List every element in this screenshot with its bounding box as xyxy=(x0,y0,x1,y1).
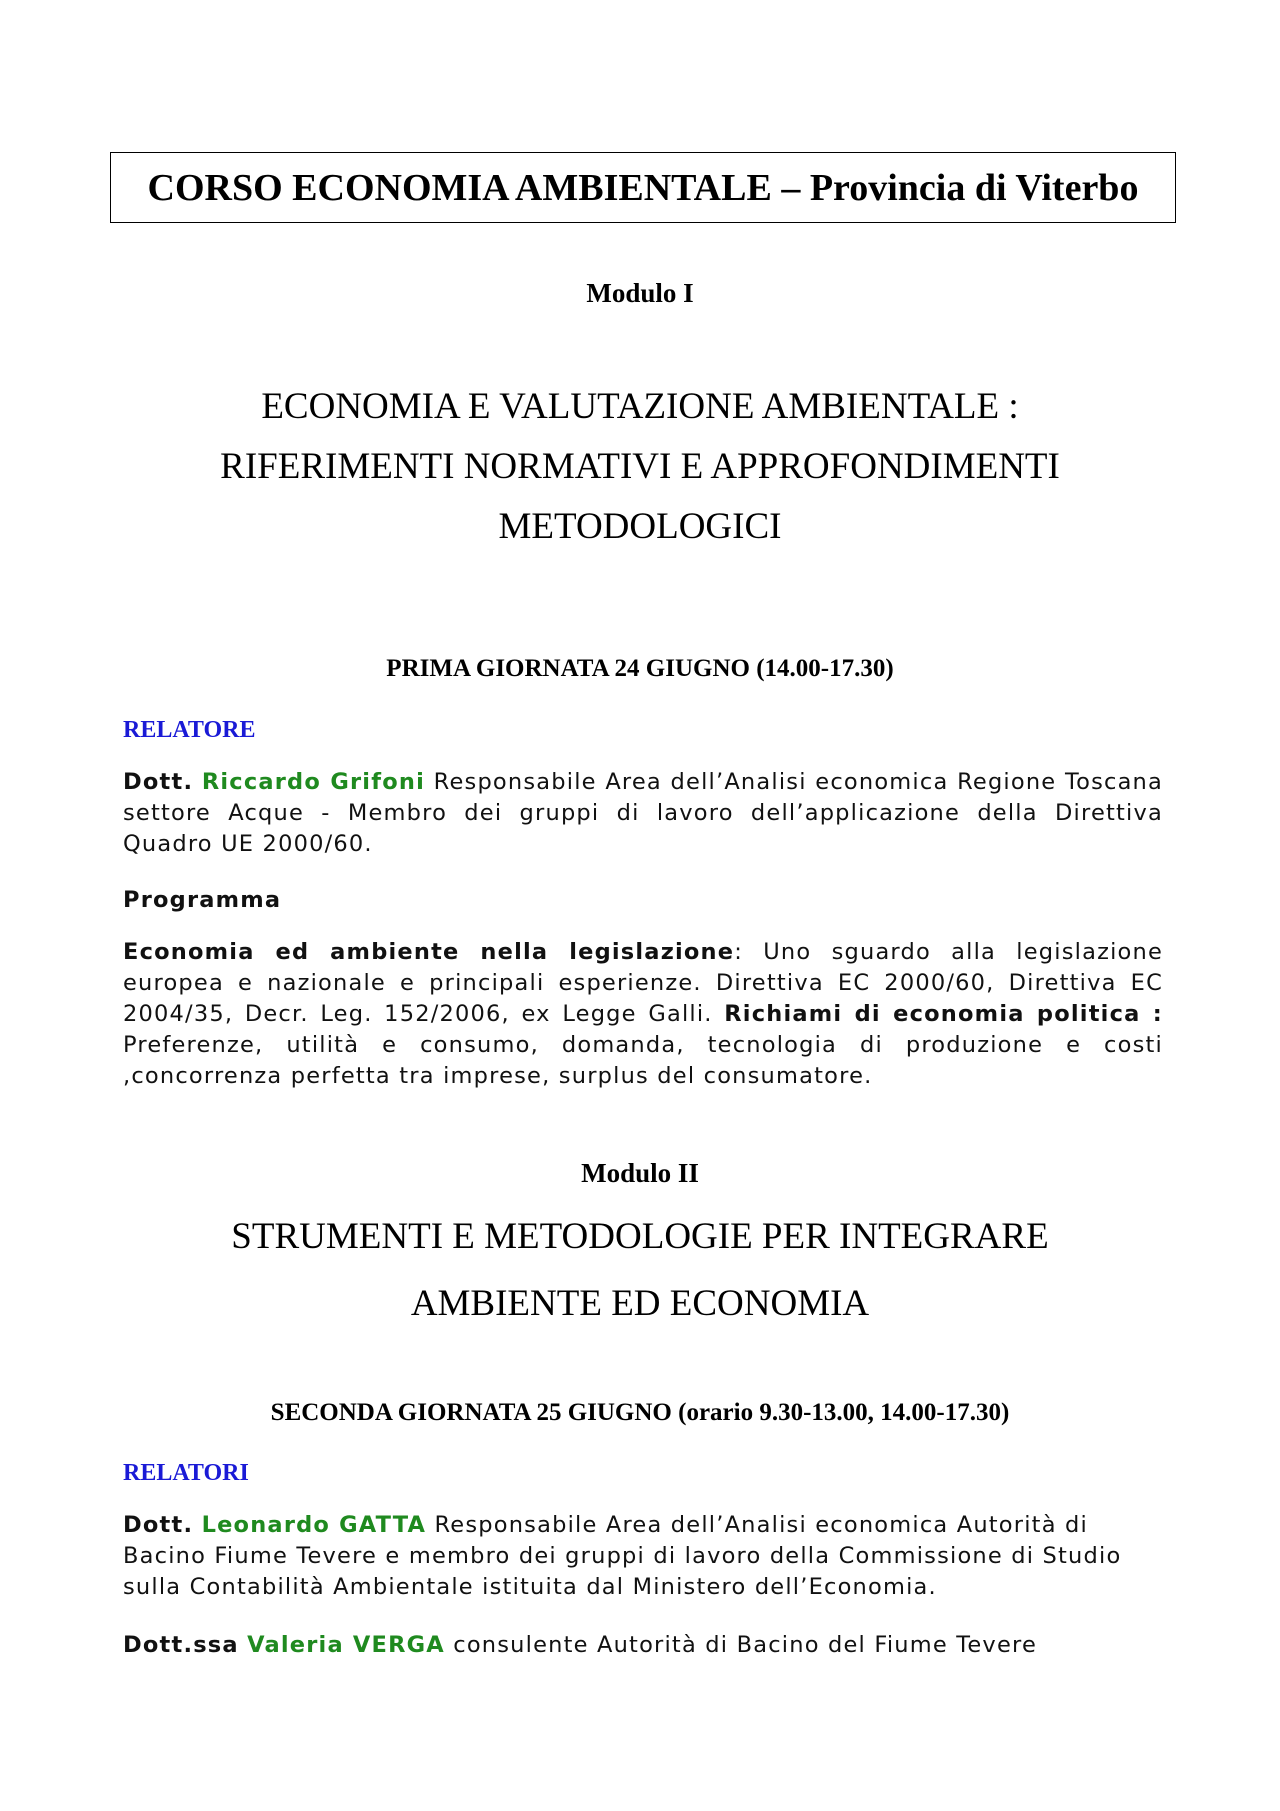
module2-title xyxy=(0,1203,1280,1337)
module1-title-line: METODOLOGICI xyxy=(498,506,782,547)
speaker-paragraph-1 xyxy=(123,767,1163,860)
speaker-desc: Responsabile Area dell’Analisi economica Autorità di Bacino Fiume Tevere e membro dei gruppi di lavoro della Commissione di Studio sulla Contabilità Ambientale istituita dal Ministero dell’Economia. xyxy=(123,1512,1122,1600)
speaker-title: Dott.ssa xyxy=(123,1632,239,1658)
speaker-name: Leonardo GATTA xyxy=(201,1512,427,1538)
day1-heading: PRIMA GIORNATA 24 GIUGNO (14.00-17.30) xyxy=(386,655,894,682)
program-text-1: : Uno sguardo alla legislazione europea e nazionale e principali esperienze. Direttiva EC 2000/60, Direttiva EC 2004/35, Decr. Leg. 152/2006, ex Legge Galli. xyxy=(123,939,1163,1027)
speaker-title: Dott. xyxy=(123,1512,194,1538)
module2-label: Modulo II xyxy=(581,1158,699,1188)
speaker-desc: consulente Autorità di Bacino del Fiume Tevere xyxy=(444,1632,1037,1658)
speaker-name: Valeria VERGA xyxy=(247,1632,445,1658)
course-title-box xyxy=(110,152,1176,223)
program-label xyxy=(123,885,1163,916)
speaker-paragraph-2 xyxy=(123,1510,1163,1603)
speaker-label-2: RELATORI xyxy=(123,1460,249,1486)
module1-title-line: ECONOMIA E VALUTAZIONE AMBIENTALE : xyxy=(261,386,1019,427)
day2-heading: SECONDA GIORNATA 25 GIUGNO (orario 9.30-13.00, 14.00-17.30) xyxy=(270,1399,1010,1426)
speaker-title: Dott. xyxy=(123,769,194,795)
module1-label: Modulo I xyxy=(586,278,694,308)
program-topic-1: Economia ed ambiente nella legislazione xyxy=(123,939,735,965)
module1-title-line: RIFERIMENTI NORMATIVI E APPROFONDIMENTI xyxy=(220,446,1060,487)
module2-title-line: STRUMENTI E METODOLOGIE PER INTEGRARE xyxy=(231,1216,1049,1257)
speaker-label-1: RELATORE xyxy=(123,717,256,743)
program-topic-2: Richiami di economia politica : xyxy=(724,1001,1163,1027)
program-paragraph xyxy=(123,937,1163,1092)
program-text-2: Preferenze, utilità e consumo, domanda, tecnologia di produzione e costi ,concorrenza perfetta tra imprese, surplus del consumatore. xyxy=(123,1032,1163,1089)
module1-title xyxy=(0,377,1280,557)
program-heading: Programma xyxy=(123,887,282,913)
course-title: CORSO ECONOMIA AMBIENTALE – Provincia di Viterbo xyxy=(147,166,1139,209)
speaker-name: Riccardo Grifoni xyxy=(201,769,425,795)
module2-title-line: AMBIENTE ED ECONOMIA xyxy=(410,1283,870,1324)
speaker-paragraph-3 xyxy=(123,1630,1163,1661)
speaker-desc: Responsabile Area dell’Analisi economica Regione Toscana settore Acque - Membro dei gruppi di lavoro dell’applicazione della Direttiva Quadro UE 2000/60. xyxy=(123,769,1164,857)
